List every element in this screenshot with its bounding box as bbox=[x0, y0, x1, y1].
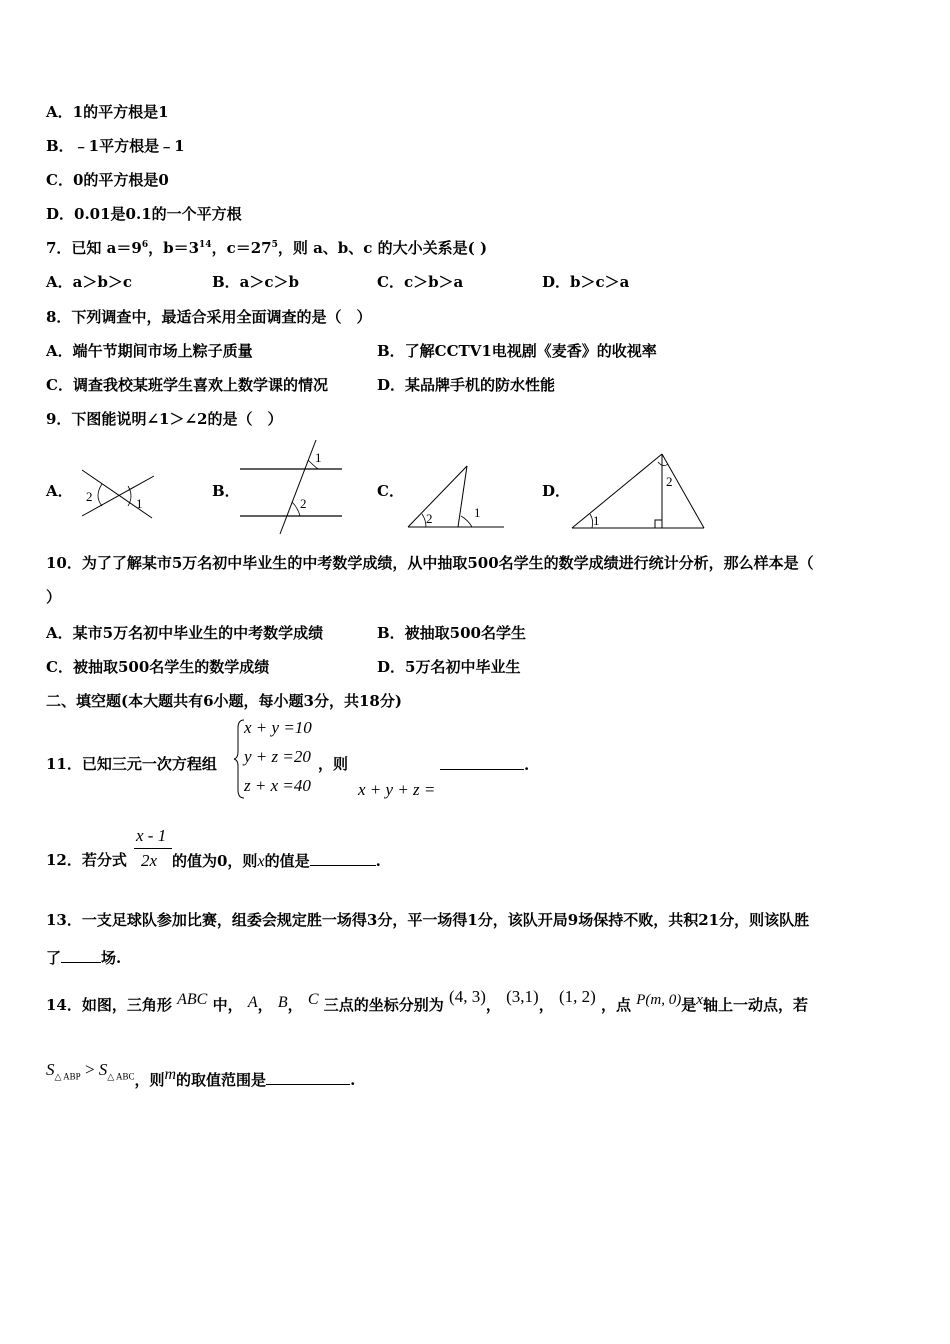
q7-option-a: A．a＞b＞c bbox=[46, 273, 132, 291]
q10-stem-line2: ） bbox=[46, 588, 62, 606]
q11-answer: . bbox=[440, 755, 529, 774]
q14-point-c: C bbox=[307, 991, 319, 1008]
fig-c-side-right bbox=[458, 466, 467, 527]
q8-option-a: A．端午节期间市场上粽子质量 bbox=[46, 342, 253, 360]
q11-eq2: y + z =20 bbox=[244, 747, 311, 766]
q13-line1: 13．一支足球队参加比赛，组委会规定胜一场得3分，平一场得1分，该队开局9场保持不败，共积21分，则该队胜 bbox=[46, 911, 810, 929]
q12-rest: 的值为0，则x的值是 . bbox=[172, 852, 381, 870]
q11-prefix: 11．已知三元一次方程组 bbox=[46, 755, 217, 773]
q14-x-var: x bbox=[696, 992, 703, 1008]
q14-area-abc: $S_{\triangle ABC}$ bbox=[98, 1060, 135, 1082]
q12-prefix: 12．若分式 bbox=[46, 851, 127, 869]
q11-eq3: z + x =40 bbox=[244, 776, 311, 795]
q14-coord-b: (3,1) bbox=[506, 987, 539, 1006]
fig-d-label-2: 2 bbox=[666, 474, 673, 489]
q7-option-d: D．b＞c＞a bbox=[542, 273, 630, 291]
fig-d-side-right bbox=[662, 454, 704, 528]
q10-stem-line1: 10．为了了解某市5万名初中毕业生的中考数学成绩，从中抽取500名学生的数学成绩进行统计分析，那么样本是（ bbox=[46, 554, 814, 572]
q9-label-d: D． bbox=[542, 482, 571, 500]
q9-figure-d bbox=[568, 450, 708, 532]
q14-answer-blank[interactable] bbox=[266, 1070, 350, 1085]
q11-answer-blank[interactable] bbox=[440, 755, 524, 770]
q8-option-c: C．调查我校某班学生喜欢上数学课的情况 bbox=[46, 376, 328, 394]
q14-line1: 14．如图，三角形 ABC 中， A， B， C 三点的坐标分别为 (4, 3)， (3,1)， (1, 2) ，点 P(m, 0)是x轴上一动点，若 bbox=[46, 987, 808, 1014]
q10-option-c: C．被抽取500名学生的数学成绩 bbox=[46, 658, 270, 676]
q8-option-d: D．某品牌手机的防水性能 bbox=[377, 376, 556, 394]
q9-stem: 9．下图能说明∠1＞∠2的是（ ） bbox=[46, 410, 283, 428]
q13-line2: 了 场. bbox=[46, 949, 122, 967]
q9-label-c: C． bbox=[377, 482, 404, 500]
q14-point-b: B bbox=[277, 994, 288, 1011]
q9-label-a: A． bbox=[46, 482, 73, 500]
q10-option-a: A．某市5万名初中毕业生的中考数学成绩 bbox=[46, 624, 324, 642]
fig-a-label-2: 2 bbox=[86, 489, 93, 504]
q14-point-a: A bbox=[247, 994, 258, 1011]
q9-figure-b bbox=[238, 438, 344, 536]
fig-c-arc-1 bbox=[461, 516, 472, 527]
fig-b-arc-2 bbox=[292, 502, 300, 516]
q10-option-d: D．5万名初中毕业生 bbox=[377, 658, 521, 676]
q9-figure-a bbox=[78, 466, 158, 522]
q7-option-b: B．a＞c＞b bbox=[212, 273, 300, 291]
q14-coord-c: (1, 2) bbox=[558, 987, 596, 1006]
q6-option-a: A．1的平方根是1 bbox=[46, 103, 169, 121]
q11-expr: x + y + z = bbox=[358, 780, 436, 799]
fig-b-label-2: 2 bbox=[300, 496, 307, 511]
q12-denominator: 2x bbox=[141, 851, 158, 870]
q11-eq1: x + y =10 bbox=[244, 718, 312, 737]
fig-b-label-1: 1 bbox=[315, 450, 322, 465]
q14-point-p: P(m, 0) bbox=[636, 992, 682, 1008]
fig-d-side-left bbox=[572, 454, 662, 528]
fig-a-arc-2 bbox=[98, 484, 102, 506]
fig-c-label-2: 2 bbox=[426, 511, 433, 526]
section-2-title: 二、填空题(本大题共有6小题，每小题3分，共18分) bbox=[46, 692, 402, 710]
q12-numerator: x - 1 bbox=[136, 826, 167, 845]
q7-stem: 7．已知 $a=9^6$，$b=3^{14}$，$c=27^5$，则 a、b、c 的大小关系是( ) bbox=[46, 239, 488, 257]
q11-mid: ，则 bbox=[318, 755, 349, 773]
q13-answer-blank[interactable] bbox=[61, 948, 101, 963]
fig-a-label-1: 1 bbox=[136, 496, 143, 511]
fig-a-line-2 bbox=[82, 476, 154, 516]
fig-c-side-left bbox=[408, 466, 467, 527]
q6-option-c: C．0的平方根是0 bbox=[46, 171, 169, 189]
fig-d-right-angle-mark bbox=[655, 520, 662, 528]
q14-triangle-name: ABC bbox=[177, 991, 208, 1008]
q9-label-b: B． bbox=[212, 482, 240, 500]
q8-stem: 8．下列调查中，最适合采用全面调查的是（ ） bbox=[46, 308, 372, 326]
fig-b-transversal bbox=[280, 440, 316, 534]
q6-option-d: D．0.01是0.1的一个平方根 bbox=[46, 205, 242, 223]
fig-d-label-1: 1 bbox=[593, 513, 600, 528]
q14-line2: $S_{\triangle ABP} > S_{\triangle ABC}$，则m的取值范围是 . bbox=[46, 1060, 356, 1089]
q9-figure-c bbox=[404, 462, 506, 532]
fig-c-label-1: 1 bbox=[474, 505, 481, 520]
q14-m-var: m bbox=[164, 1066, 177, 1083]
q6-option-b: B．﹣1平方根是﹣1 bbox=[46, 137, 185, 155]
q14-coord-a: (4, 3) bbox=[449, 987, 486, 1006]
q8-option-b: B．了解CCTV1电视剧《麦香》的收视率 bbox=[377, 342, 657, 360]
q14-area-abp: $S_{\triangle ABP}$ bbox=[46, 1060, 81, 1082]
q10-option-b: B．被抽取500名学生 bbox=[377, 624, 526, 642]
q12-answer-blank[interactable] bbox=[310, 851, 376, 866]
q12-fraction-bar bbox=[134, 848, 172, 849]
q7-option-c: C．c＞b＞a bbox=[377, 273, 464, 291]
